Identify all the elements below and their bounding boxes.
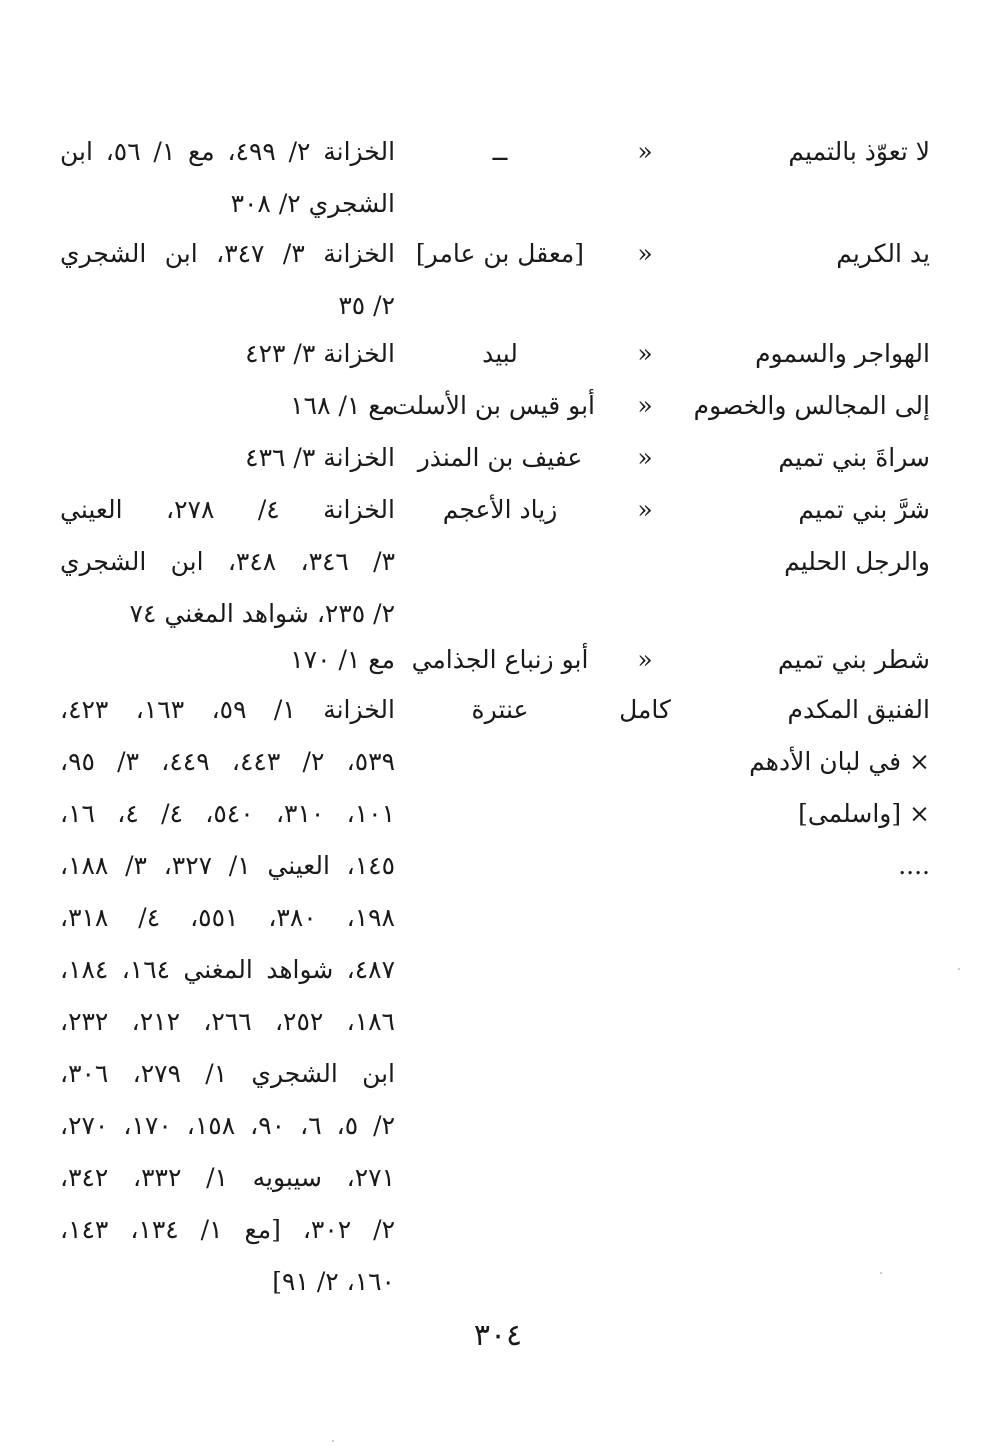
source-line: ١٤٥، العيني ١/ ٣٢٧، ٣/ ١٨٨، xyxy=(60,851,396,880)
source-line: ٣/ ٣٤٦، ٣٤٨، ابن الشجري xyxy=(60,547,395,576)
rhyme-column xyxy=(695,432,930,484)
meter-column: « xyxy=(637,495,653,524)
rhyme-column xyxy=(695,634,930,686)
poet-column: ــ xyxy=(492,137,508,166)
source-line: الخزانة ١/ ٥٩، ١٦٣، ٤٢٣، xyxy=(60,695,395,724)
source-line: مع ١/ ١٧٠ xyxy=(290,645,395,674)
scan-speck xyxy=(958,968,960,970)
page-number: ٣٠٤ xyxy=(473,1318,523,1353)
poet-column: زياد الأعجم xyxy=(442,495,558,524)
source-column xyxy=(60,634,395,686)
source-column xyxy=(60,228,395,332)
poet-column: أبو زنباع الجذامي xyxy=(411,645,589,674)
source-line: ٢/ ٣٥ xyxy=(338,291,395,320)
meter-column: « xyxy=(637,645,653,674)
scan-speck xyxy=(880,1272,882,1274)
source-line: ٢/ ٢٣٥، شواهد المغني ٧٤ xyxy=(129,599,395,628)
source-line: ١٨٦، ٢٥٢، ٢٦٦، ٢١٢، ٢٣٢، xyxy=(60,1007,395,1036)
source-column xyxy=(60,328,395,380)
source-column xyxy=(60,484,395,640)
source-line: الشجري ٢/ ٣٠٨ xyxy=(230,189,395,218)
poet-column: عفيف بن المنذر xyxy=(417,443,583,472)
meter-column: « xyxy=(637,391,653,420)
rhyme-text: × [واسلمى] xyxy=(798,799,930,828)
meter-column: « xyxy=(637,339,653,368)
rhyme-text: إلى المجالس والخصوم xyxy=(693,391,930,420)
source-line: ٢/ ٣٠٢، [مع ١/ ١٣٤، ١٤٣، xyxy=(60,1215,396,1244)
rhyme-column xyxy=(695,380,930,432)
source-line: الخزانة ٣/ ٤٣٦ xyxy=(245,443,395,472)
rhyme-column xyxy=(695,126,930,178)
rhyme-text: .... xyxy=(898,851,930,880)
rhyme-column xyxy=(695,684,930,892)
source-column xyxy=(60,126,395,230)
source-line: ١٩٨، ٣٨٠، ٥٥١، ٤/ ٣١٨، xyxy=(60,903,395,932)
source-column xyxy=(60,432,395,484)
source-line: ١٠١، ٣١٠، ٥٤٠، ٤/ ٤، ١٦، xyxy=(60,799,396,828)
rhyme-text: شطر بني تميم xyxy=(777,645,930,674)
poet-column: [معقل بن عامر] xyxy=(415,239,585,268)
meter-column: « xyxy=(637,137,653,166)
rhyme-text: سراةَ بني تميم xyxy=(778,443,930,472)
source-line: ٤٨٧، شواهد المغني ١٦٤، ١٨٤، xyxy=(60,955,396,984)
rhyme-column xyxy=(695,328,930,380)
source-line: ٢/ ٥، ٦، ٩٠، ١٥٨، ١٧٠، ٢٧٠، xyxy=(60,1111,396,1140)
rhyme-text: الهواجر والسموم xyxy=(755,339,930,368)
rhyme-column xyxy=(695,484,930,588)
meter-column: « xyxy=(637,443,653,472)
rhyme-text: الفنيق المكدم xyxy=(787,695,930,724)
poet-column: لبيد xyxy=(482,339,518,368)
source-line: ٢٧١، سيبويه ١/ ٣٣٢، ٣٤٢، xyxy=(60,1163,396,1192)
source-line: الخزانة ٢/ ٤٩٩، مع ١/ ٥٦، ابن xyxy=(60,137,396,166)
rhyme-text: يد الكريم xyxy=(836,239,930,268)
source-line: الخزانة ٣/ ٣٤٧، ابن الشجري xyxy=(60,239,395,268)
source-line: مع ١/ ١٦٨ xyxy=(290,391,395,420)
poet-column: أبو قيس بن الأسلت xyxy=(392,391,595,420)
scan-speck xyxy=(332,1440,334,1442)
source-line: ٥٣٩، ٢/ ٤٤٣، ٤٤٩، ٣/ ٩٥، xyxy=(60,747,396,776)
source-line: ابن الشجري ١/ ٢٧٩، ٣٠٦، xyxy=(60,1059,395,1088)
rhyme-text: لا تعوّذ بالتميم xyxy=(788,137,930,166)
poet-column: عنترة xyxy=(471,695,529,724)
source-line: ١٦٠، ٢/ ٩١] xyxy=(272,1267,395,1296)
rhyme-text: × في لبان الأدهم xyxy=(749,747,930,776)
source-column xyxy=(60,380,395,432)
rhyme-column xyxy=(695,228,930,280)
meter-column: « xyxy=(637,239,653,268)
rhyme-text: شرَّ بني تميم xyxy=(798,495,930,524)
source-line: الخزانة ٣/ ٤٢٣ xyxy=(245,339,395,368)
source-column xyxy=(60,684,395,1308)
rhyme-text: والرجل الحليم xyxy=(784,547,930,576)
source-line: الخزانة ٤/ ٢٧٨، العيني xyxy=(60,495,395,524)
meter-column: كامل xyxy=(619,695,671,724)
